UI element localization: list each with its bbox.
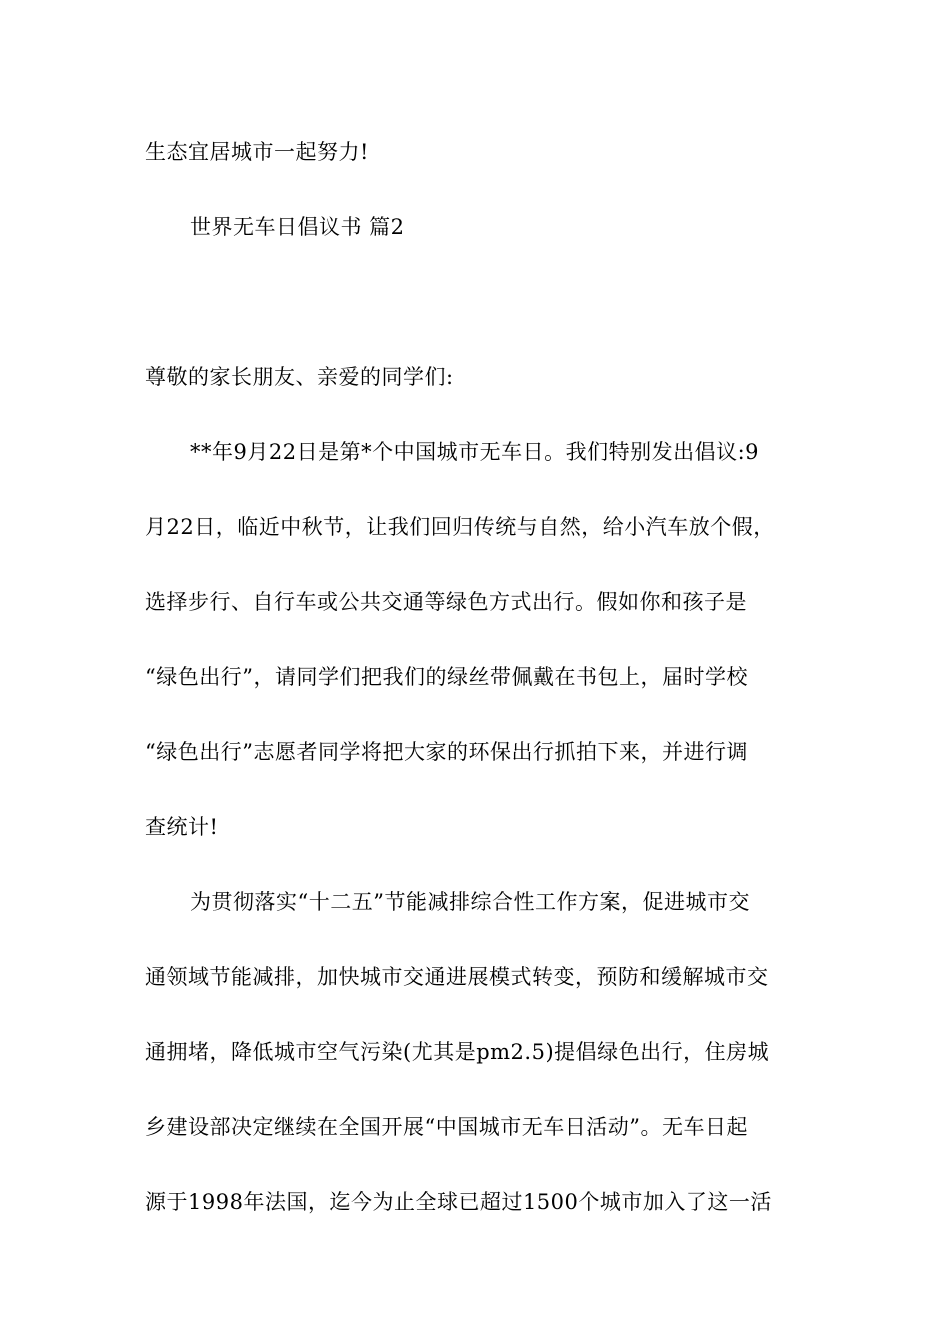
paragraph-line: 为贯彻落实“十二五”节能减排综合性工作方案，促进城市交 [190,890,750,914]
salutation: 尊敬的家长朋友、亲爱的同学们: [145,365,454,389]
paragraph-line: 月22日，临近中秋节，让我们回归传统与自然，给小汽车放个假， [145,515,775,539]
paragraph-line: “绿色出行”，请同学们把我们的绿丝带佩戴在书包上，届时学校 [145,665,748,689]
paragraph-line: 源于1998年法国，迄今为止全球已超过1500个城市加入了这一活 [145,1190,772,1214]
section-heading: 世界无车日倡议书 篇2 [190,215,405,239]
paragraph-line: 通拥堵，降低城市空气污染(尤其是pm2.5)提倡绿色出行，住房城 [145,1040,770,1064]
paragraph-line: 乡建设部决定继续在全国开展“中国城市无车日活动”。无车日起 [145,1115,748,1139]
paragraph-line: 通领域节能减排，加快城市交通进展模式转变，预防和缓解城市交 [145,965,769,989]
paragraph-line: **年9月22日是第*个中国城市无车日。我们特别发出倡议:9 [190,440,760,464]
paragraph-line: “绿色出行”志愿者同学将把大家的环保出行抓拍下来，并进行调 [145,740,748,764]
paragraph-line: 选择步行、自行车或公共交通等绿色方式出行。假如你和孩子是 [145,590,747,614]
closing-line: 生态宜居城市一起努力! [145,140,369,164]
paragraph-line: 查统计! [145,815,219,839]
